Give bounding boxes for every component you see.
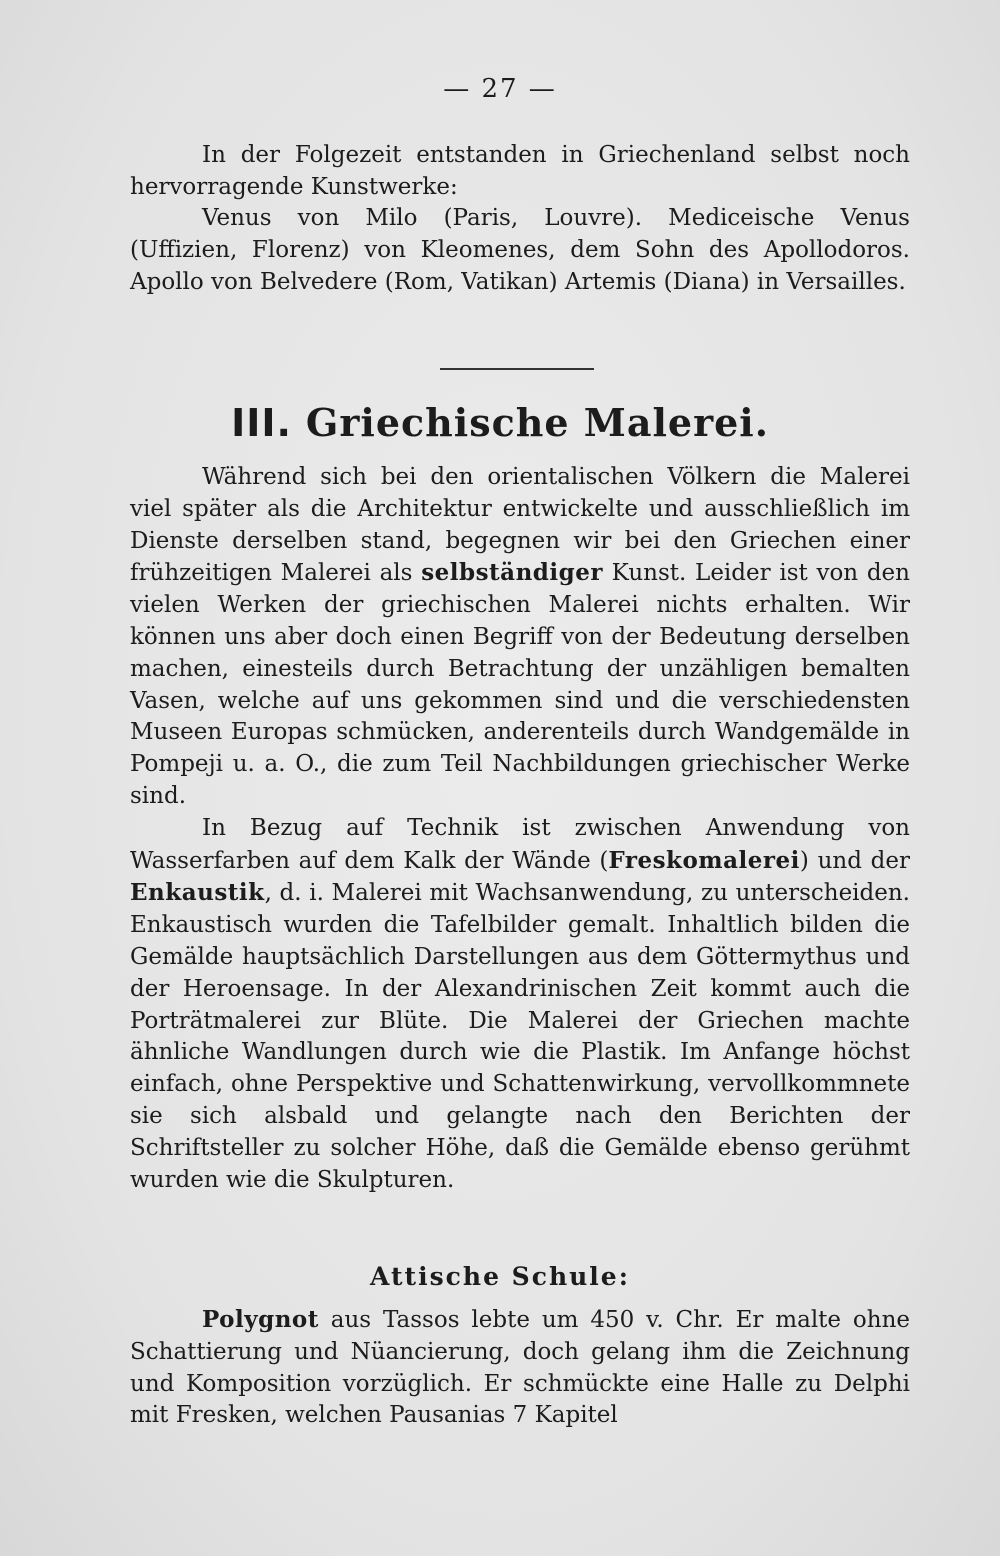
paragraph3-emphasis: Polygnot: [202, 1306, 319, 1333]
subheading-attic-school: Attische Schule:: [370, 1262, 630, 1291]
paragraph-polygnot: [130, 1304, 910, 1432]
paragraph2-emphasis-fresko: Freskomalerei: [608, 846, 800, 874]
paragraph-painting-intro: [130, 462, 910, 813]
intro-block: [130, 140, 910, 204]
paragraph2-text-a: In Bezug auf Technik ist zwischen Anwendung von Wasserfarben auf dem Kalk der Wände (: [130, 814, 910, 874]
page-number: — 27 —: [443, 74, 557, 104]
paragraph1-emphasis: selbständiger: [421, 559, 603, 587]
works-paragraph: Venus von Milo (Paris, Louvre). Mediceische Venus (Uffizien, Florenz) von Kleomenes, dem Sohn des Apollodoros. Apollo von Belvedere (Rom, Vatikan) Artemis (Diana) in Versailles.: [130, 205, 910, 295]
paragraph2-text-b: ) und der: [799, 847, 910, 874]
section-title: Griechische Malerei.: [305, 400, 769, 445]
section-heading: [0, 400, 1000, 445]
main-text-block: [130, 462, 910, 1196]
paragraph1-text-a: Während sich bei den orientalischen Völkern die Malerei viel später als die Architektur entwickelte und ausschließlich im Dienste derselben stand, begegnen wir bei den Griechen einer frühzeitigen Malerei als: [130, 464, 910, 587]
section-numeral: III.: [231, 401, 292, 445]
paragraph2-text-c: , d. i. Malerei mit Wachsanwendung, zu unterscheiden. Enkaustisch wurden die Tafelbilder gemalt. Inhaltlich bilden die Gemälde hauptsächlich Darstellungen aus dem Göttermythus und der Heroensage. In der Alexandrinischen Zeit kommt auch die Porträtmalerei zur Blüte. Die Malerei der Griechen machte ähnliche Wandlungen durch wie die Plastik. Im Anfange höchst einfach, ohne Perspektive und Schattenwirkung, vervollkommnete sie sich alsbald und gelangte nach den Berichten der Schriftsteller zu solcher Höhe, daß die Gemälde ebenso gerühmt wurden wie die Skulpturen.: [130, 880, 910, 1193]
intro-paragraph: In der Folgezeit entstanden in Griechenland selbst noch hervorragende Kunstwerke:: [130, 142, 910, 200]
polygnot-block: [130, 1304, 910, 1432]
works-block: [130, 203, 910, 298]
paragraph1-text-b: Kunst. Leider ist von den vielen Werken der griechischen Malerei nichts erhalten. Wir können uns aber doch einen Begriff von der Bedeutung derselben machen, einesteils durch Betrachtung der unzähligen bemalten Vasen, welche auf uns gekommen sind und die verschiedensten Museen Europas schmücken, anderenteils durch Wandgemälde in Pompeji u. a. O., die zum Teil Nachbildungen griechischer Werke sind.: [130, 560, 910, 809]
paragraph2-emphasis-enkaustik: Enkaustik: [130, 879, 265, 907]
section-divider: [440, 368, 594, 370]
paragraph-technique: [130, 813, 910, 1197]
paragraph3-text: aus Tassos lebte um 450 v. Chr. Er malte ohne Schattierung und Nüancierung, doch gelang ihm die Zeichnung und Komposition vorzüglich. Er schmückte eine Halle zu Delphi mit Fresken, welchen Pausanias 7 Kapitel: [130, 1307, 910, 1429]
